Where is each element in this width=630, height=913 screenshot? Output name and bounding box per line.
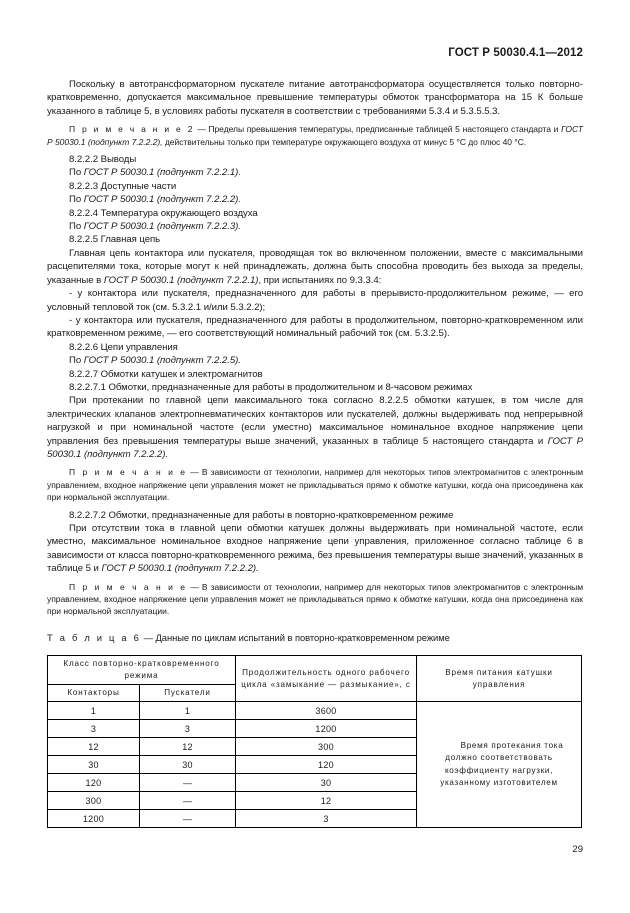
table-row [48,702,582,720]
cell-contactors: 3 [48,720,140,738]
paragraph-coil-windings-intermittent [47,522,583,576]
section-8-2-2-6-heading: 8.2.2.6 Цепи управления [69,341,178,353]
table-6-caption [47,631,583,644]
note-3-text: — В зависимости от технологии, например для некоторых типов электромагнитов с электронным управлением, входное напряжение цепи управления может не прикладываться прямо к обмотке катушки, когда она присоединена как при нормальной эксплуатации. [47,581,584,617]
ref-standard: ГОСТ Р 50030.1 (подпункт 7.2.2.2). [83,194,241,206]
paragraph-coil-windings-continuous [47,394,583,461]
table-header-row-group [48,656,582,685]
note-2-text-a: — Пределы превышения температуры, предписанные таблицей 5 настоящего стандарта и [194,124,562,135]
cell-starters: 12 [140,738,236,756]
section-8-2-2-7-1-heading: 8.2.2.7.1 Обмотки, предназначенные для работы в продолжительном и 8-часовом режимах [69,381,473,393]
list-item-continuous-duty: - у контактора или пускателя, предназначенного для работы в продолжительном, повторно-кратковременном или кратковременном режиме, — его соответствующий номинальный рабочий ток (см. 5.3.2.5). [47,314,583,340]
coil-text-a: При протекании по главной цепи максимального тока согласно 8.2.2.5 обмотки катушек, в том числе для электрических клапанов электропневматических контакторов или пускателей, должны выдерживать под непрерывной нагрузкой и при номинальной частоте (если уместно) максимальное номинальное входное напряжение цепи управления без превышения температуры выше значений, указанных в таблице 5 настоящего стандарта и [47,395,583,447]
page-number: 29 [572,844,583,855]
main-circuit-text-b: , при испытаниях по 9.3.3.4: [258,274,382,286]
ref-standard: ГОСТ Р 50030.1 (подпункт 7.2.2.3). [83,221,241,233]
cell-cycle-duration: 30 [236,774,417,792]
ref-prefix: По [69,167,84,179]
table-6-caption-text: — Данные по циклам испытаний в повторно-кратковременном режиме [141,631,450,643]
cell-starters: 1 [140,702,236,720]
cell-starters: 3 [140,720,236,738]
cell-contactors: 300 [48,792,140,810]
cell-cycle-duration: 120 [236,756,417,774]
ref-standard: ГОСТ Р 50030.1 (подпункт 7.2.2.1). [83,167,241,179]
note-2 [47,123,583,148]
table-6-duty-cycle-data [47,655,582,828]
cell-contactors: 1200 [48,810,140,828]
section-8-2-2-7-2-heading: 8.2.2.7.2 Обмотки, предназначенные для работы в повторно-кратковременном режиме [69,509,454,521]
section-8-2-2-6-reference [47,354,583,367]
note-2-text-b: действительны только при температуре окружающего воздуха от минус 5 °С до плюс 40 °С. [162,136,527,147]
paragraph-main-circuit [47,247,583,287]
main-circuit-text-a: Главная цепь контактора или пускателя, проводящая ток во включенном положении, вместе с максимальными расцепителями тока, которые могут к ней принадлежать, должна быть способна проводить без выхода за пределы, указанные в [47,247,583,286]
supply-note-first-line: Время протекания тока [460,740,564,750]
supply-note-rest: должно соответствовать коэффициенту нагрузки, указанному изготовителем [440,753,558,788]
cell-supply-time-note [417,702,582,828]
note-3 [47,581,583,618]
cell-starters: 30 [140,756,236,774]
note-1-text: — В зависимости от технологии, например для некоторых типов электромагнитов с электронным управлением, входное напряжение цепи управления может не прикладываться прямо к обмотке катушки, когда она присоединена как при нормальной эксплуатации. [47,467,584,503]
cell-contactors: 1 [48,702,140,720]
cell-cycle-duration: 3600 [236,702,417,720]
note-3-label: П р и м е ч а н и е [69,581,188,592]
cell-starters: — [140,792,236,810]
note-2-reference: ГОСТ Р 50030.1 (подпункт 7.2.2.2), [47,124,583,147]
cell-contactors: 120 [48,774,140,792]
cell-contactors: 30 [48,756,140,774]
cell-cycle-duration: 1200 [236,720,417,738]
ref-prefix: По [69,194,84,206]
header-contactors: Контакторы [48,685,140,702]
paragraph-autotransformer: Поскольку в автотрансформаторном пускателе питание автотрансформатора осуществляется только повторно-кратковременно, допускается максимальное превышение температуры обмоток трансформатора на 15 К больше указанного в таблице 5, в условиях работы пускателя в соответствии с требованиями 5.3.4 и 5.3.5.5.3. [47,79,583,117]
header-class-group: Класс повторно-кратковременного режима [48,656,236,685]
cell-cycle-duration: 300 [236,738,417,756]
section-8-2-2-2-heading: 8.2.2.2 Выводы [69,154,137,166]
document-body [47,78,583,828]
section-8-2-2-2-reference [47,166,583,179]
section-8-2-2-7-heading: 8.2.2.7 Обмотки катушек и электромагнитов [69,368,263,380]
header-starters: Пускатели [140,685,236,702]
table-6-caption-label: Т а б л и ц а 6 [47,631,142,643]
header-cycle-duration: Продолжительность одного рабочего цикла «замыкание — размыкание», с [236,656,417,702]
table-6-body [48,702,582,828]
cell-starters: — [140,810,236,828]
list-item-intermittent-duty: - у контактора или пускателя, предназначенного для работы в прерывисто-продолжительном режиме, — его условный тепловой ток (см. 5.3.2.1 и/или 5.3.2.2); [47,288,583,313]
section-8-2-2-3-heading: 8.2.2.3 Доступные части [69,180,177,192]
cell-starters: — [140,774,236,792]
ref-standard: ГОСТ Р 50030.1 (подпункт 7.2.2.5). [83,355,241,367]
note-1 [47,466,583,503]
main-circuit-reference: ГОСТ Р 50030.1 (подпункт 7.2.2.1) [103,274,259,286]
page-header-standard-number: ГОСТ Р 50030.4.1—2012 [448,47,583,59]
section-8-2-2-3-reference [47,193,583,206]
note-1-label: П р и м е ч а н и е [69,467,188,478]
section-8-2-2-4-heading: 8.2.2.4 Температура окружающего воздуха [69,207,258,219]
cell-cycle-duration: 3 [236,810,417,828]
coil2-reference: ГОСТ Р 50030.1 (подпункт 7.2.2.2). [101,563,259,575]
ref-prefix: По [69,355,84,367]
ref-prefix: По [69,221,84,233]
cell-cycle-duration: 12 [236,792,417,810]
header-supply-time: Время питания катушки управления [417,656,582,702]
section-8-2-2-4-reference [47,220,583,233]
note-2-label: П р и м е ч а н и е 2 [69,124,195,135]
coil2-text-a: При отсутствии тока в главной цепи обмотки катушек должны выдерживать при номинальной частоте, если уместно, максимальное номинальное входное напряжение цепи управления, приложенное согласно таблице 6 в зависимости от класса повторно-кратковременного режима, без превышения температуры выше значений, указанных в таблице 5 и [47,523,583,575]
coil-reference: ГОСТ Р 50030.1 (подпункт 7.2.2.2). [47,435,583,460]
cell-contactors: 12 [48,738,140,756]
section-8-2-2-5-heading: 8.2.2.5 Главная цепь [69,234,161,246]
